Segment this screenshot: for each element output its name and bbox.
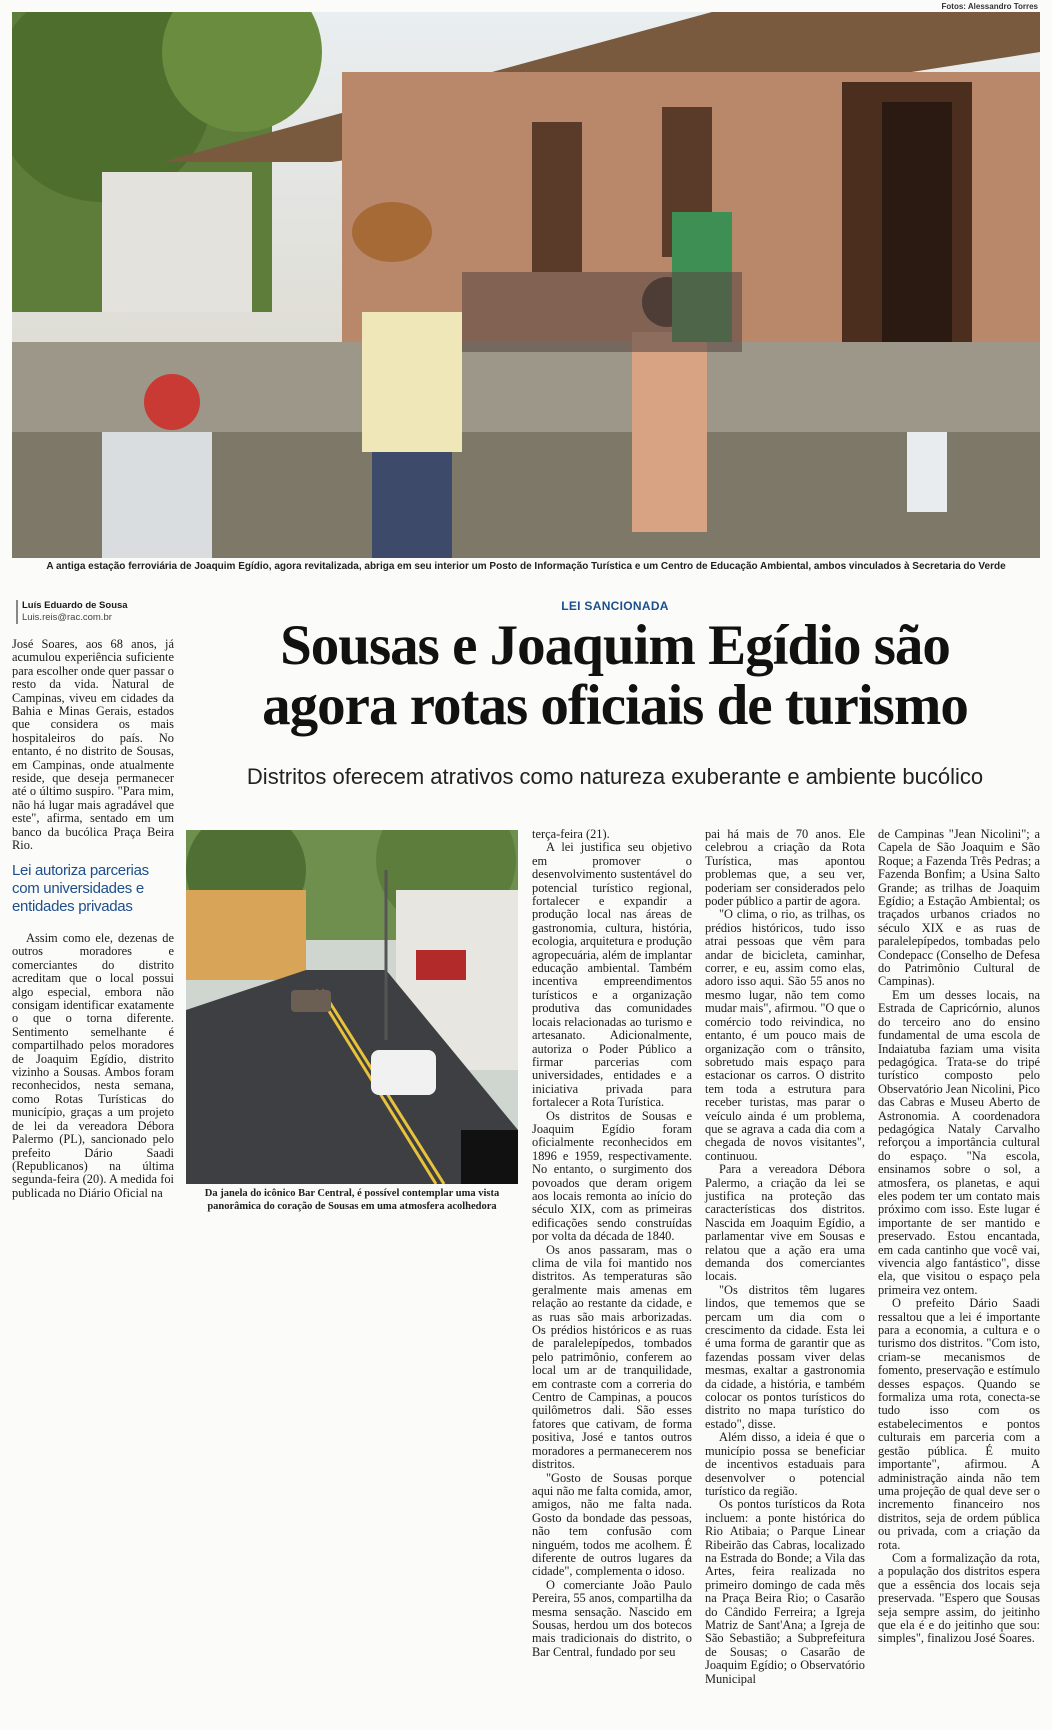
street-photo-caption: Da janela do icônico Bar Central, é possível contemplar uma vista panorâmica do coração de Sousas em uma atmosfera acolhedora xyxy=(204,1188,500,1212)
paragraph: "Os distritos têm lugares lindos, que tememos que se percam um dia com o crescimento da cidade. Esta lei é uma forma de garantir que as fazendas possam viver delas mesmas, exaltar a gastronomia da cidade, a história, e também colocar os pontos turísticos do distrito no mapa turístico do estado", disse. xyxy=(705,1282,865,1431)
byline xyxy=(16,600,176,624)
paragraph: O prefeito Dário Saadi ressaltou que a lei é importante para a economia, a cultura e o turismo dos distritos. "Com isto, criam-se mecanismos de fomento, preservação e estímulo desses espaços. Quando se formaliza uma rota, conecta-se tudo isso com os estabelecimentos e pontos culturais em parceria com a gestão pública. É muito importante", afirmou. A administração ainda não tem uma projeção de qual deve ser o incremento financeiro nos distritos, seja de ordem pública ou privada, com a criação da rota. xyxy=(878,1296,1040,1552)
article-column-2 xyxy=(532,828,692,1659)
photo-credit: Fotos: Alessandro Torres xyxy=(941,2,1038,11)
street-illustration xyxy=(186,830,518,1184)
paragraph: "O clima, o rio, as trilhas, os prédios históricos, tudo isso atrai pessoas que vêm para andar de bicicleta, caminhar, correr, e eu, assim como elas, adoro isso aqui. São 55 anos no mesmo lugar, não tem como mudar mais", afirmou. "O que o comércio todo reivindica, no entanto, é um pouco mais de organização com o trânsito, sobretudo mais espaço para estacionar os carros. O distrito tem toda a estrutura para receber turistas, mas parar o veículo ainda é um problema, que se agrava a cada dia com a chegada de novos visitantes", continuou. xyxy=(705,907,865,1163)
paragraph: Os distritos de Sousas e Joaquim Egídio foram oficialmente reconhecidos em 1896 e 1959, respectivamente. No entanto, o surgimento dos povoados que deram origem aos locais remonta ao início do século XIX, com as primeiras edificações sendo construídas por volta da década de 1840. xyxy=(532,1108,692,1244)
paragraph: Com a formalização da rota, a população dos distritos espera que a essência dos locais seja preservada. "Espero que Sousas seja sempre assim, do jeitinho que ela é e do jeitinho que sou: simples", finalizou José Soares. xyxy=(878,1550,1040,1646)
paragraph: de Campinas "Jean Nicolini"; a Capela de São Joaquim e São Roque; a Fazenda Três Pedras; a Fazenda Bonfim; a Usina Salto Grande; as trilhas de Joaquim Egídio; a Estação Ambiental; os traçados urbanos criados no século XIX e as ruas de paralelepípedos, tombadas pelo Condepacc (Conselho de Defesa do Patrimônio Cultural de Campinas). xyxy=(878,827,1040,989)
subheading: Lei autoriza parcerias com universidades e entidades privadas xyxy=(12,862,149,915)
section-kicker: LEI SANCIONADA xyxy=(561,599,669,613)
paragraph: A lei justifica seu objetivo em promover o desenvolvimento sustentável do potencial turístico regional, fortalecer e expandir a produção local nas áreas de gastronomia, cultura, história, ecologia, arquitetura e produção agropecuária, além de implantar educação ambiental. Também incentiva empreendimentos turísticos e a organização produtiva das comunidades locais relacionadas ao turismo e artesanato. Adicionalmente, autoriza o Poder Público a firmar parcerias com universidades, entidades e a iniciativa privada para fortalecer a Rota Turística. xyxy=(532,840,692,1110)
paragraph: Para a vereadora Débora Palermo, a criação da lei se justifica na proteção das características dos distritos. Nascida em Joaquim Egídio, a parlamentar vive em Sousas e relatou que a ação era uma demanda dos comerciantes locais. xyxy=(705,1162,865,1284)
article-column-4 xyxy=(878,828,1040,1646)
paragraph: "Gosto de Sousas porque aqui não me falta comida, amor, amigos, não me falta nada. Gosto da bondade das pessoas, não tem confusão com ninguém, todos me acolhem. É diferente de outros lugares da cidade", complementa o idoso. xyxy=(532,1470,692,1579)
paragraph: Os pontos turísticos da Rota incluem: a ponte histórica do Rio Atibaia; o Parque Linear Ribeirão das Cabras, localizado na Estrada do Bonde; a Vila das Artes, feira realizada no primeiro domingo de cada mês na Praça Beira Rio; o Casarão do Cândido Ferreira; a Igreja Matriz de Sant'Ana; a Igreja de São Sebastião; a Subprefeitura de Sousas; o Casarão de Joaquim Egídio; o Observatório Municipal xyxy=(705,1497,865,1686)
article-column-1-top xyxy=(12,638,174,853)
paragraph: pai há mais de 70 anos. Ele celebrou a criação da Rota Turística, mas apontou problemas que, a seu ver, poderiam ser considerados pelo poder público a partir de agora. xyxy=(705,827,865,909)
train-station-illustration xyxy=(12,12,1040,558)
paragraph: José Soares, aos 68 anos, já acumulou experiência suficiente para escolher onde quer passar o resto da vida. Natural de Campinas, viveu em cidades da Bahia e Minas Gerais, estados que considera os mais hospitaleiros do país. No entanto, é no distrito de Sousas, em Campinas, onde atualmente reside, que deseja permanecer até o último suspiro. "Para mim, não há lugar mais agradável que este", afirma, sentado em um banco da bucólica Praça Beira Rio. xyxy=(12,637,174,853)
paragraph: Os anos passaram, mas o clima de vila foi mantido nos distritos. As temperaturas são geralmente mais amenas em relação ao restante da cidade, e as ruas são mais arborizadas. Os prédios históricos e as ruas de paralelepípedos, tombados pelo patrimônio, conferem ao local um ar de tranquilidade, em contraste com a correria do Centro de Campinas, a poucos quilômetros dali. São esses fatores que cativam, de forma positiva, José e tantos outros moradores a permanecerem nos distritos. xyxy=(532,1242,692,1472)
main-photo-caption: A antiga estação ferroviária de Joaquim Egídio, agora revitalizada, abriga em seu interior um Posto de Informação Turística e um Centro de Educação Ambiental, ambos vinculados à Secretaria do Verde xyxy=(46,561,1006,572)
author-name: Luís Eduardo de Sousa xyxy=(22,600,128,611)
headline-line-1: Sousas e Joaquim Egídio são xyxy=(280,614,950,677)
paragraph: Em um desses locais, na Estrada de Capricórnio, alunos do terceiro ano do ensino fundamental de uma escola de Indaiatuba faziam uma visita pedagógica. Trata-se do tripé turístico composto pelo Observatório Jean Nicolini, Pico das Cabras e Museu Aberto de Astronomia. A coordenadora pedagógica Nataly Carvalho reforçou a importância cultural do espaço. "Na escola, ensinamos sobre o sol, a atmosfera, os planetas, e aqui eles podem ter um contato mais próximo com isso. Este lugar é importante de ser mantido e preservado. Estou encantada, em cada cantinho que você vai, vivencia algo fantástico", disse ela, que visitou o espaço pela primeira vez ontem. xyxy=(878,987,1040,1297)
headline xyxy=(190,616,1040,736)
paragraph: O comerciante João Paulo Pereira, 55 anos, compartilha da mesma sensação. Nascido em Sousas, herdou um dos botecos mais tradicionais do distrito, o Bar Central, fundado por seu xyxy=(532,1577,692,1659)
street-photo xyxy=(186,830,518,1184)
main-photo xyxy=(12,12,1040,558)
author-email[interactable]: Luis.reis@rac.com.br xyxy=(22,612,112,623)
article-column-1-bottom xyxy=(12,932,174,1200)
paragraph: Além disso, a ideia é que o município possa se beneficiar de incentivos estaduais para desenvolver o potencial turístico da região. xyxy=(705,1430,865,1498)
deck: Distritos oferecem atrativos como natureza exuberante e ambiente bucólico xyxy=(246,764,984,789)
paragraph: Assim como ele, dezenas de outros moradores e comerciantes do distrito acreditam que o local possui algo especial, embora não consigam identificar exatamente o que o torna diferente. Sentimento semelhante é compartilhado pelos moradores de Joaquim Egídio, distrito vizinho a Sousas. Ambos foram reconhecidos, nesta semana, como Rotas Turísticas do município, graças a um projeto de lei da vereadora Débora Palermo (PL), sancionado pelo prefeito Dário Saadi (Republicanos) na última segunda-feira (20). A medida foi publicada no Diário Oficial na xyxy=(12,931,174,1200)
paragraph: terça-feira (21). xyxy=(532,827,610,841)
headline-line-2: agora rotas oficiais de turismo xyxy=(262,674,968,737)
article-column-3 xyxy=(705,828,865,1686)
